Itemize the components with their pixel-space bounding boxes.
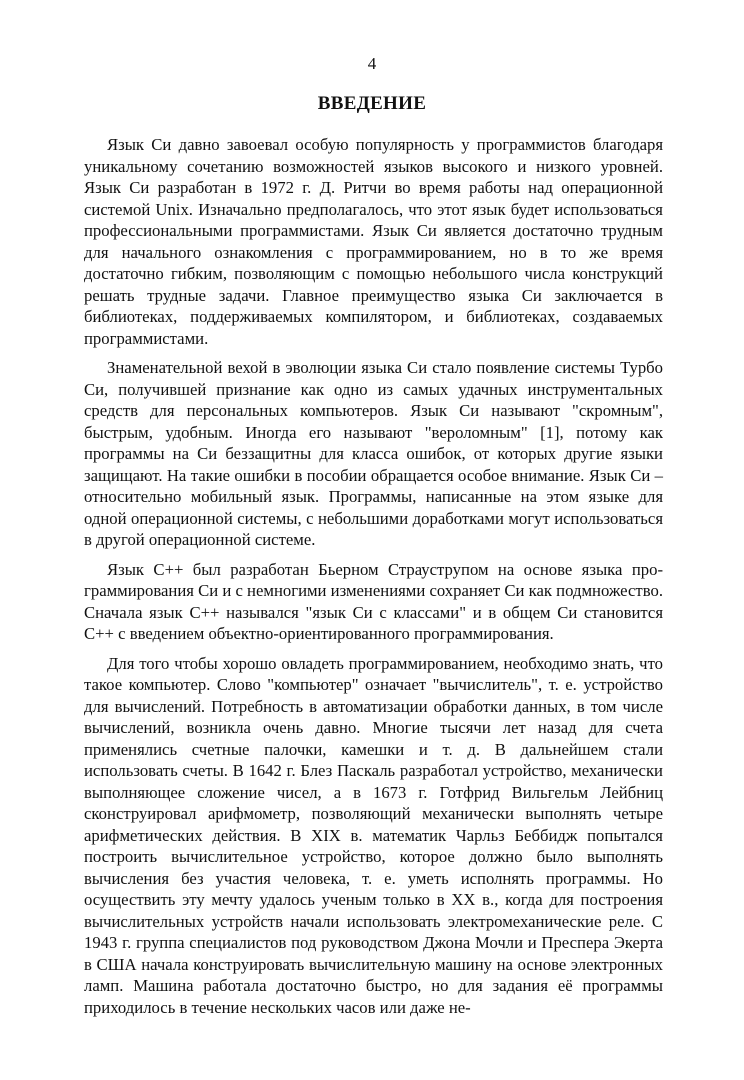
page-number: 4: [367, 54, 377, 73]
paragraph-2: Знаменательной вехой в эволюции языка Си стало появление системы Турбо Си, получившей признание как одно из самых удачных инструментальных средств для персональных компьютеров. Язык Си называют "скромным", быстрым, удобным. Иногда его называют "вероломным" [1], потому как программы на Си беззащитны для класса ошибок, от которых другие языки защищают. На такие ошибки в пособии обращается особое внимание. Язык Си – относительно мобильный язык. Программы, написанные на этом языке для одной операционной системы, с небольшими доработками могут использоваться в другой операционной системе.: [84, 358, 663, 549]
paragraph-4: Для того чтобы хорошо овладеть программированием, необходимо знать, что такое компьютер. Слово "компьютер" означает "вычислитель", т. е. устройство для вычислений. Потребность в автоматизации обработки данных, в том числе вычислений, возникла очень давно. Многие тысячи лет назад для счета применялись счетные палочки, камешки и т. д. В дальнейшем стали использовать счеты. В 1642 г. Блез Паскаль разработал устройство, механически выполняющее сложение чисел, а в 1673 г. Готфрид Вильгельм Лейбниц сконструировал арифмометр, позволяющий механически выполнять четыре арифметических действия. В XIX в. математик Чарльз Беббидж попытался построить вычислительное устройство, которое должно было выполнять вычисления без участия человека, т. е. уметь исполнять программы. Но осуществить эту мечту удалось ученым только в XX в., когда для построения вычислительных устройств начали использовать электромеханические реле. С 1943 г. группа специалистов под руководством Джона Мочли и Преспера Экерта в США начала конструировать вычислительную машину на основе электронных ламп. Машина работала достаточно быстро, но для задания её программы приходилось в течение нескольких часов или даже не-: [84, 653, 663, 1017]
paragraph-1: Язык Си давно завоевал особую популярность у программистов благодаря уникальному сочетанию возможностей языков высокого и низкого уровней. Язык Си разработан в 1972 г. Д. Ритчи во время работы над операционной системой Unix. Изначально предполагалось, что этот язык будет использоваться профессиональными программистами. Язык Си является достаточно трудным для начального ознакомления с программированием, но в то же время достаточно гибким, позволяющим с помощью небольшого числа конструкций решать трудные задачи. Главное преимущество языка Си заключается в библиотеках, поддерживаемых компилятором, и библиотеках, создаваемых программистами.: [84, 135, 663, 348]
paragraph-3: Язык С++ был разработан Бьерном Страуструпом на основе языка программирования Си и с немногими изменениями сохраняет Си как подмножество. Сначала язык С++ назывался "язык Си с классами" и в общем Си становится С++ с введением объектно-ориентированного программирования.: [84, 559, 663, 643]
page-title: ВВЕДЕНИЕ: [317, 93, 427, 114]
body-text: [84, 134, 663, 1026]
